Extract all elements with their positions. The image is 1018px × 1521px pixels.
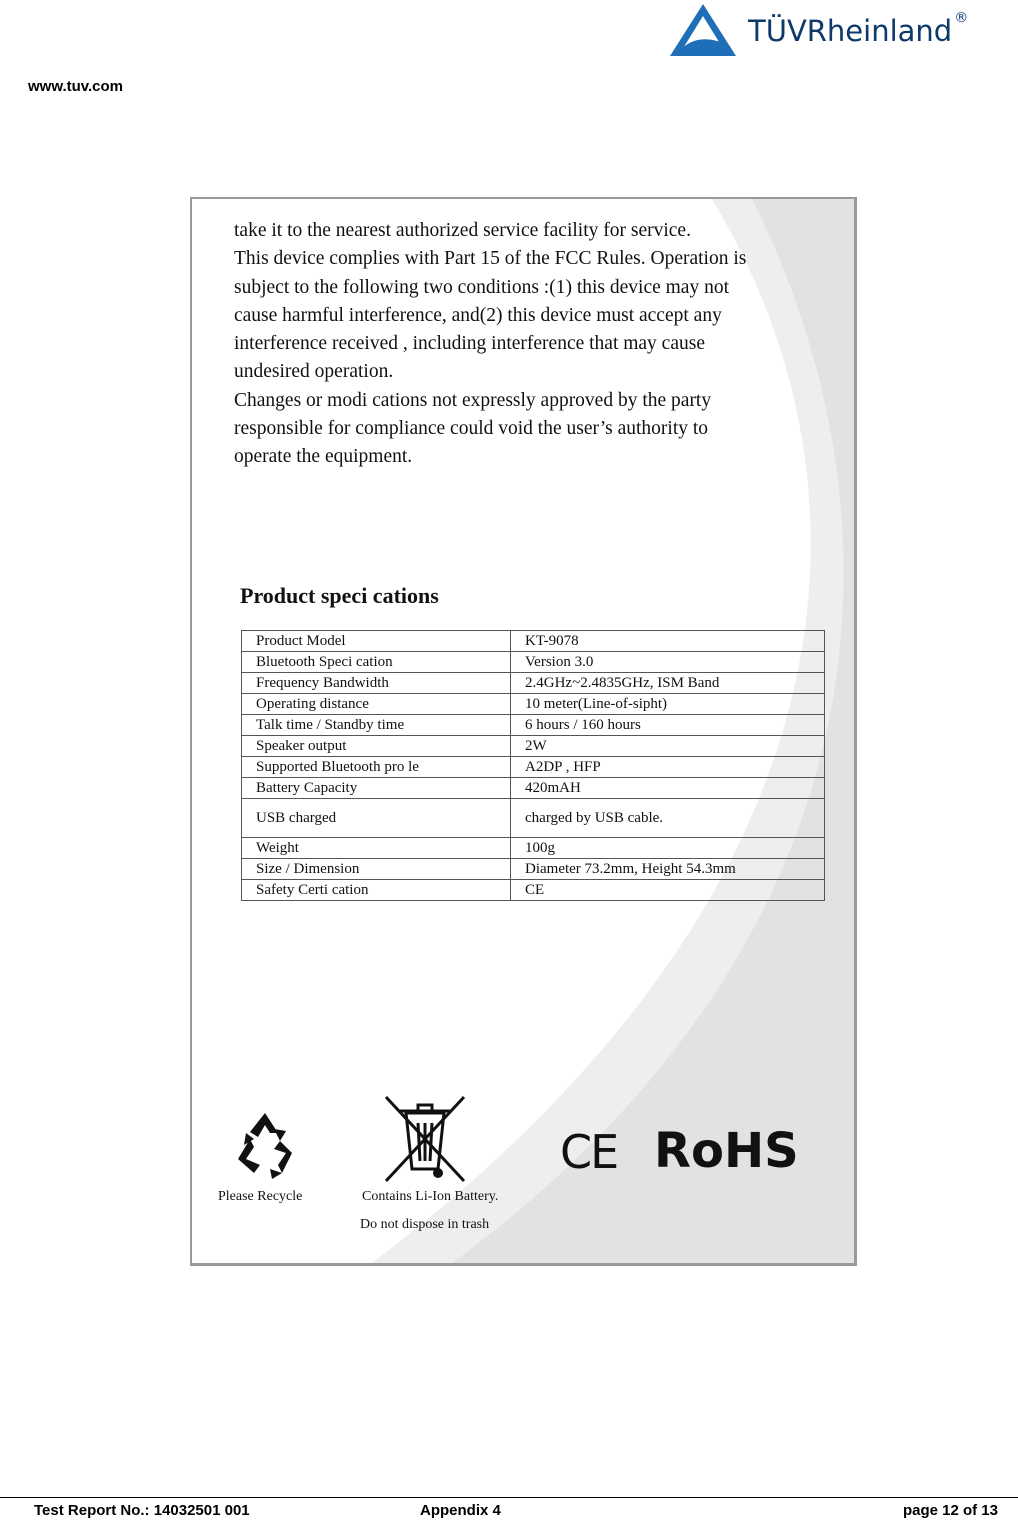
- spec-value: CE: [511, 880, 825, 901]
- fcc-line: cause harmful interference, and(2) this device must accept any: [234, 304, 722, 326]
- spec-value: 2W: [511, 736, 825, 757]
- product-manual-page: [190, 197, 857, 1266]
- website-url: www.tuv.com: [28, 78, 124, 95]
- fcc-line: operate the equipment.: [234, 446, 413, 468]
- table-row: [242, 799, 825, 838]
- compliance-icons: [192, 1079, 852, 1259]
- spec-value: KT-9078: [511, 631, 825, 652]
- fcc-statement: [234, 217, 834, 472]
- spec-label: Size / Dimension: [242, 859, 511, 880]
- table-row: [242, 652, 825, 673]
- battery-label-2: Do not dispose in trash: [360, 1217, 490, 1232]
- spec-value: 2.4GHz~2.4835GHz, ISM Band: [511, 673, 825, 694]
- spec-table: [241, 630, 825, 901]
- spec-value: 10 meter(Line-of-sipht): [511, 694, 825, 715]
- fcc-line: This device complies with Part 15 of the FCC Rules. Operation is: [234, 248, 747, 270]
- tuv-rheinland-logo: [668, 2, 998, 58]
- spec-label: Speaker output: [242, 736, 511, 757]
- crossed-bin-icon: [380, 1091, 470, 1186]
- fcc-line: interference received , including interference that may cause: [234, 333, 705, 355]
- spec-value: charged by USB cable.: [511, 799, 825, 838]
- spec-value: A2DP , HFP: [511, 757, 825, 778]
- spec-value: 6 hours / 160 hours: [511, 715, 825, 736]
- spec-title: Product speci cations: [240, 583, 439, 608]
- table-row: [242, 778, 825, 799]
- rohs-mark: RoHS: [654, 1123, 799, 1179]
- recycle-icon: [230, 1109, 300, 1179]
- fcc-line: subject to the following two conditions :(1) this device may not: [234, 276, 730, 298]
- spec-value: 100g: [511, 838, 825, 859]
- spec-label: Safety Certi cation: [242, 880, 511, 901]
- fcc-line: take it to the nearest authorized service facility for service.: [234, 220, 691, 241]
- table-row: [242, 694, 825, 715]
- page-number: page 12 of 13: [902, 1502, 998, 1519]
- tuv-triangle-icon: [668, 2, 738, 58]
- spec-value: 420mAH: [511, 778, 825, 799]
- spec-label: Bluetooth Speci cation: [242, 652, 511, 673]
- logo-wordmark: TÜVRheinland ®: [748, 10, 969, 48]
- table-row: [242, 838, 825, 859]
- recycle-label: Please Recycle: [218, 1189, 303, 1204]
- report-number: Test Report No.: 14032501 001: [34, 1502, 250, 1519]
- spec-label: Operating distance: [242, 694, 511, 715]
- table-row: [242, 757, 825, 778]
- battery-label-1: Contains Li-Ion Battery.: [362, 1189, 499, 1204]
- fcc-line: Changes or modi cations not expressly approved by the party: [234, 389, 712, 411]
- spec-value: Diameter 73.2mm, Height 54.3mm: [511, 859, 825, 880]
- appendix-label: Appendix 4: [420, 1502, 501, 1519]
- table-row: [242, 736, 825, 757]
- table-row: [242, 715, 825, 736]
- spec-label: Talk time / Standby time: [242, 715, 511, 736]
- spec-label: Supported Bluetooth pro le: [242, 757, 511, 778]
- fcc-line: undesired operation.: [234, 361, 394, 383]
- footer-divider: [0, 1497, 1018, 1498]
- ce-mark: CE: [560, 1125, 618, 1179]
- spec-label: USB charged: [242, 799, 511, 838]
- spec-value: Version 3.0: [511, 652, 825, 673]
- spec-label: Battery Capacity: [242, 778, 511, 799]
- spec-label: Frequency Bandwidth: [242, 673, 511, 694]
- table-row: [242, 673, 825, 694]
- spec-label: Product Model: [242, 631, 511, 652]
- table-row: [242, 631, 825, 652]
- table-row: [242, 859, 825, 880]
- table-row: [242, 880, 825, 901]
- fcc-line: responsible for compliance could void the user’s authority to: [234, 418, 709, 440]
- spec-label: Weight: [242, 838, 511, 859]
